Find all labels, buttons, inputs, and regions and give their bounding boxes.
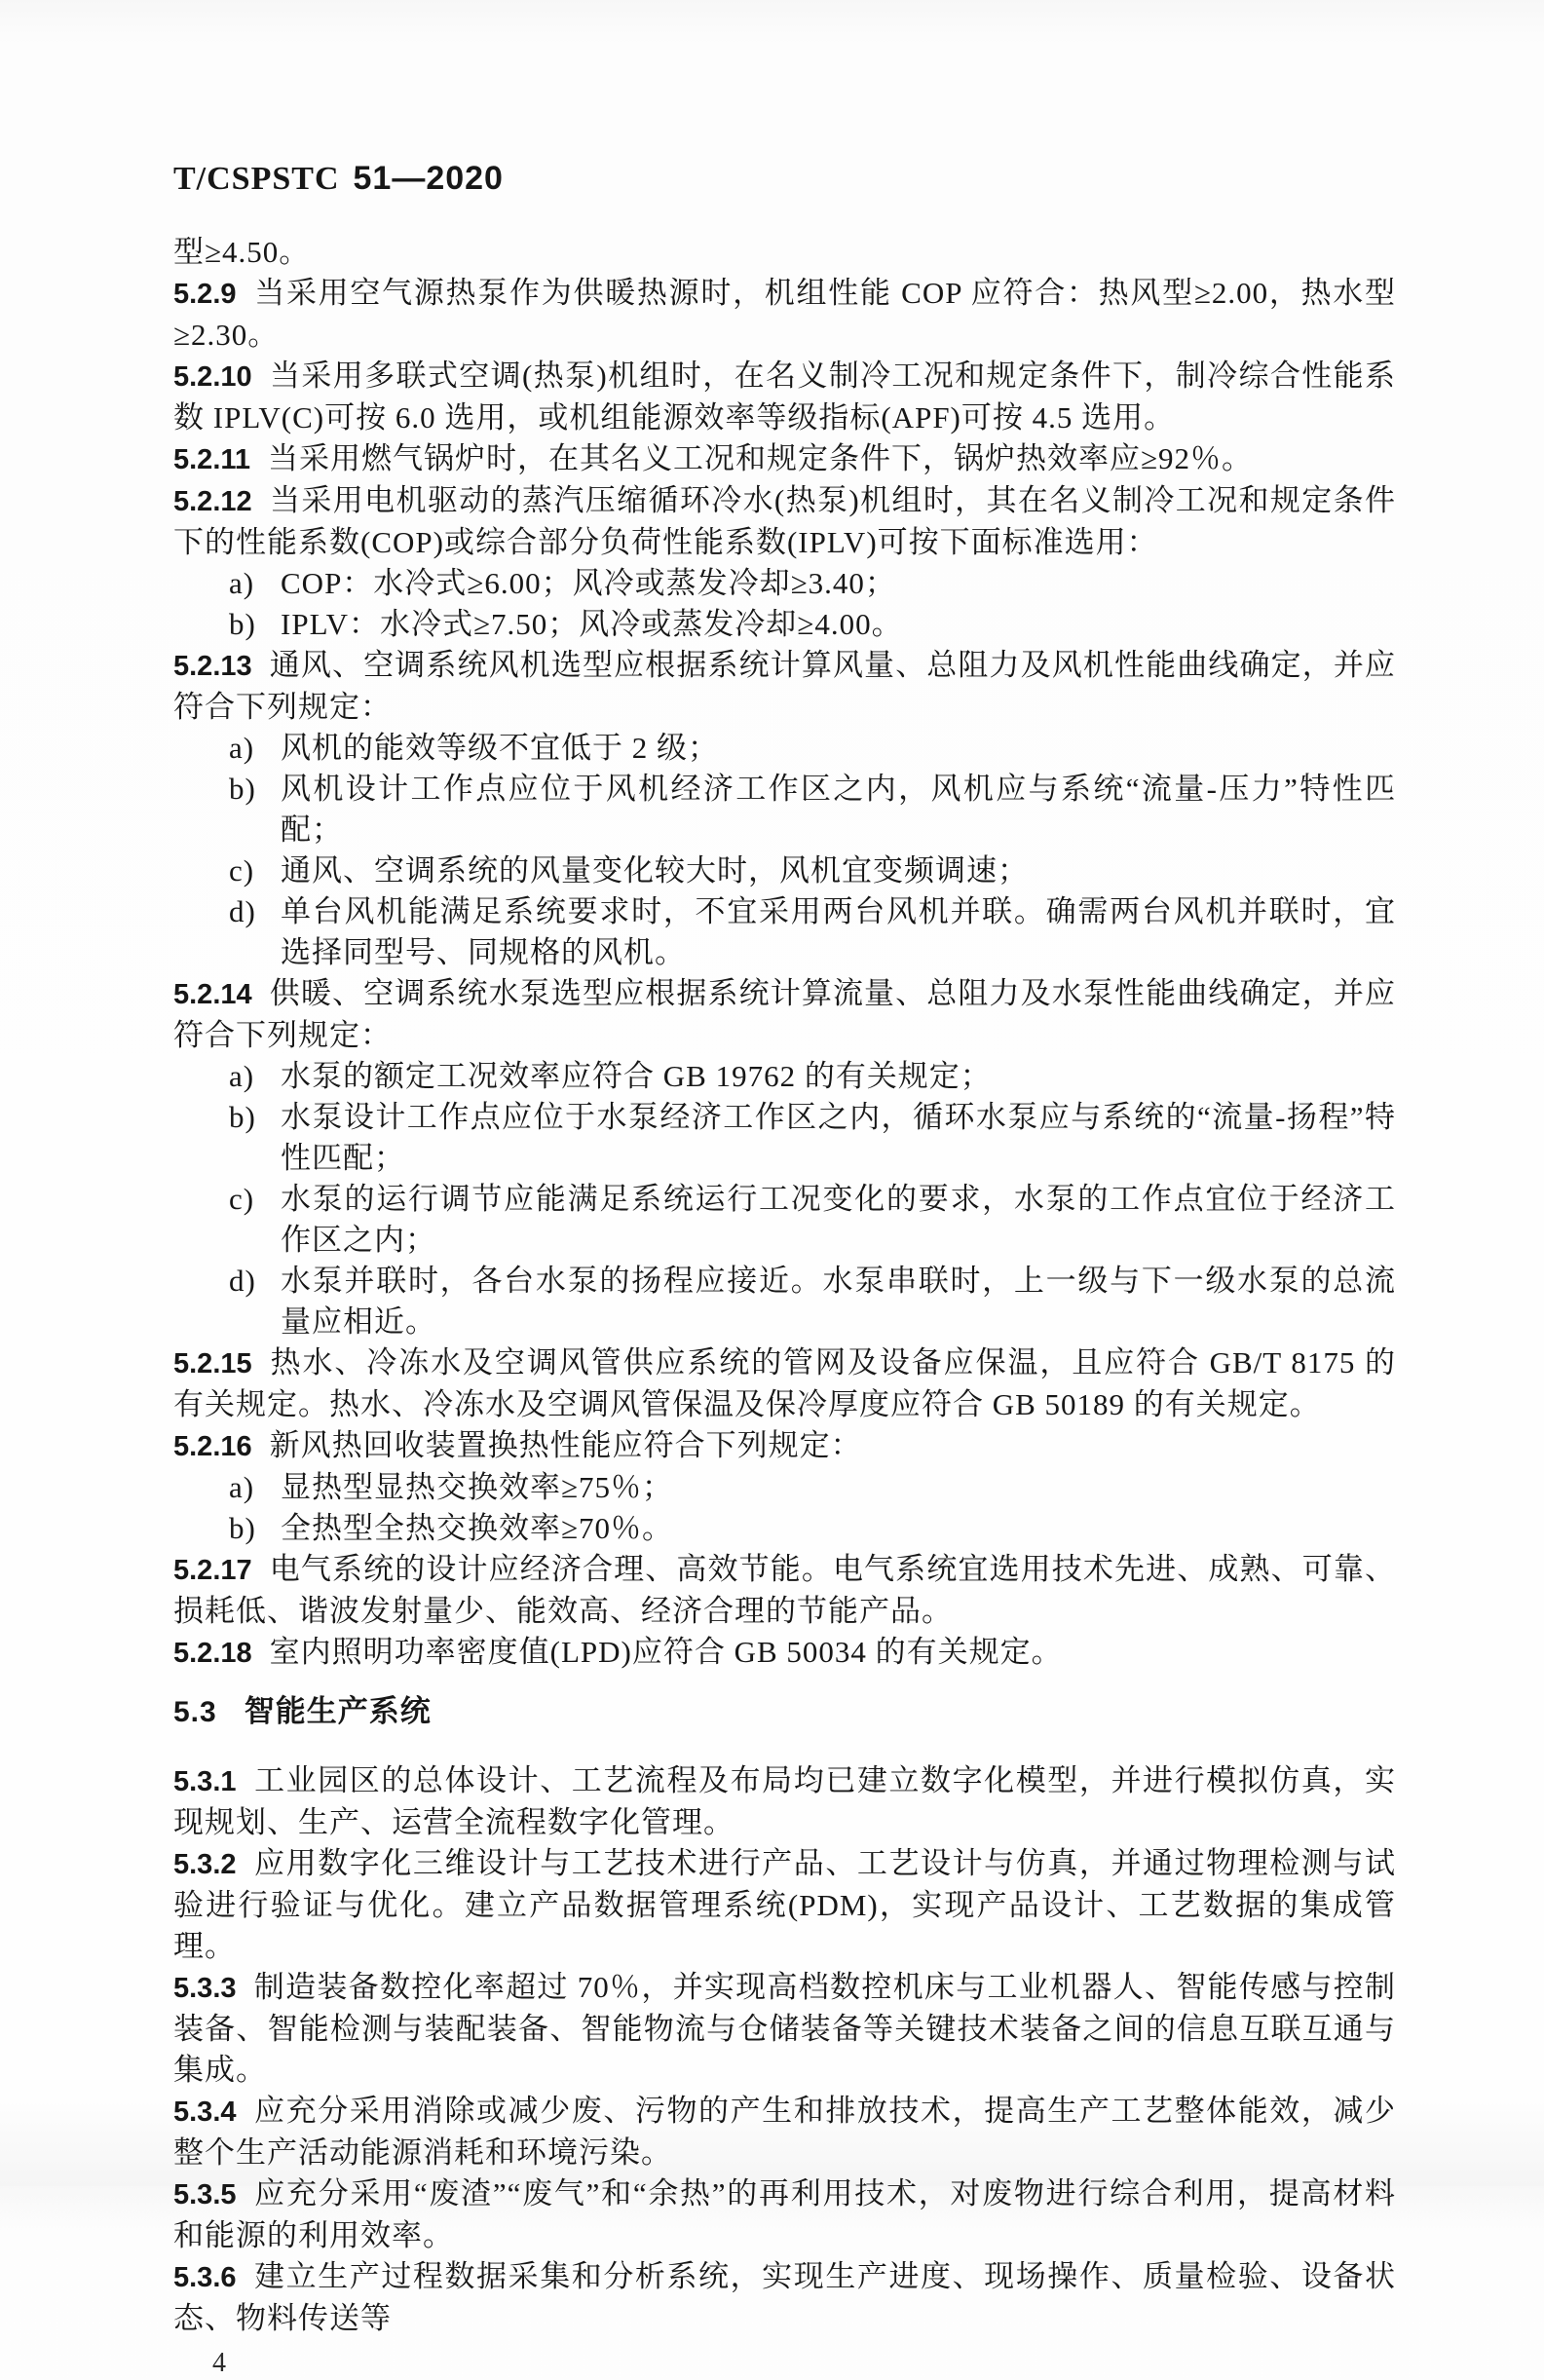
list-item-label: b) [229,1100,256,1134]
list-item-label: d) [229,1264,256,1298]
list-item-text: 风机设计工作点应位于风机经济工作区之内，风机应与系统“流量-压力”特性匹配； [281,772,1396,847]
list-item [173,1261,1396,1342]
list-item-label: c) [229,1182,255,1216]
clause-number: 5.2.18 [173,1638,252,1669]
list-item-label: a) [229,731,255,765]
clause-text: 新风热回收装置换热性能应符合下列规定： [269,1428,862,1462]
list-item-label: b) [229,607,256,641]
list-item-label: b) [229,772,256,806]
clause-paragraph [173,1760,1396,1843]
list-item [173,604,1396,645]
clause-number: 5.2.15 [173,1348,252,1379]
clause-number: 5.2.17 [173,1555,252,1586]
clause-number: 5.3.1 [173,1766,237,1797]
clause-text: 建立生产过程数据采集和分析系统，实现生产进度、现场操作、质量检验、设备状态、物料传送等 [173,2259,1396,2335]
clause-paragraph [173,973,1396,1056]
list-item [173,1179,1396,1261]
clause-number: 5.3.3 [173,1973,237,2004]
list-item [173,769,1396,850]
list-item [173,891,1396,973]
clause-text: 应充分采用消除或减少废、污物的产生和排放技术，提高生产工艺整体能效，减少整个生产活动能源消耗和环境污染。 [173,2094,1396,2170]
list-item-text: 显热型显热交换效率≥75％； [281,1470,674,1504]
clause-text: 应充分采用“废渣”“废气”和“余热”的再利用技术，对废物进行综合利用，提高材料和能源的利用效率。 [173,2176,1396,2252]
clause-text: 当采用多联式空调(热泵)机组时，在名义制冷工况和规定条件下，制冷综合性能系数 IPLV(C)可按 6.0 选用，或机组能源效率等级指标(APF)可按 4.5 选用。 [173,359,1396,434]
list-item-text: 单台风机能满足系统要求时，不宜采用两台风机并联。确需两台风机并联时，宜选择同型号、同规格的风机。 [281,894,1396,969]
list-item-label: a) [229,566,255,600]
list-item-text: 水泵的额定工况效率应符合 GB 19762 的有关规定； [281,1059,992,1093]
clause-paragraph [173,1425,1396,1467]
section-title: 智能生产系统 [244,1694,432,1728]
clause-text: 供暖、空调系统水泵选型应根据系统计算流量、总阻力及水泵性能曲线确定，并应符合下列规定： [173,976,1396,1052]
page-number: 4 [212,2348,226,2378]
clause-number: 5.2.10 [173,361,252,393]
clause-text: 工业园区的总体设计、工艺流程及布局均已建立数字化模型，并进行模拟仿真，实现规划、生产、运营全流程数字化管理。 [173,1763,1396,1839]
clause-number: 5.2.16 [173,1431,252,1462]
list-item-label: a) [229,1059,255,1093]
standard-code-header [173,159,1396,199]
continuation-paragraph [173,232,1396,273]
standard-number: 51—2020 [353,160,504,197]
list-item [173,1097,1396,1179]
clause-paragraph [173,1632,1396,1674]
clause-paragraph [173,645,1396,728]
paragraph-text: 型≥4.50。 [173,235,311,269]
list-item-text: COP：水冷式≥6.00；风冷或蒸发冷却≥3.40； [281,566,896,600]
clause-text: 当采用空气源热泵作为供暖热源时，机组性能 COP 应符合：热风型≥2.00，热水型≥2.30。 [173,276,1396,352]
list-item [173,1508,1396,1549]
list-item-text: 风机的能效等级不宜低于 2 级； [281,731,719,765]
clause-number: 5.3.4 [173,2097,237,2128]
list-item [173,850,1396,891]
list-item-text: 水泵并联时，各台水泵的扬程应接近。水泵串联时，上一级与下一级水泵的总流量应相近。 [281,1264,1396,1339]
clause-text: 制造装备数控化率超过 70％，并实现高档数控机床与工业机器人、智能传感与控制装备、智能检测与装配装备、智能物流与仓储装备等关键技术装备之间的信息互联互通与集成。 [173,1970,1396,2087]
clause-number: 5.2.14 [173,979,252,1010]
clause-paragraph [173,356,1396,438]
clause-paragraph [173,1549,1396,1632]
clause-paragraph [173,438,1396,480]
clause-text: 应用数字化三维设计与工艺技术进行产品、工艺设计与仿真，并通过物理检测与试验进行验证与优化。建立产品数据管理系统(PDM)，实现产品设计、工艺数据的集成管理。 [173,1846,1396,1963]
list-item [173,563,1396,604]
clause-text: 当采用电机驱动的蒸汽压缩循环冷水(热泵)机组时，其在名义制冷工况和规定条件下的性能系数(COP)或综合部分负荷性能系数(IPLV)可按下面标准选用： [173,483,1396,559]
list-item-text: 水泵的运行调节应能满足系统运行工况变化的要求，水泵的工作点宜位于经济工作区之内； [281,1182,1396,1257]
list-item-text: 水泵设计工作点应位于水泵经济工作区之内，循环水泵应与系统的“流量-扬程”特性匹配； [281,1100,1396,1175]
clause-text: 当采用燃气锅炉时，在其名义工况和规定条件下，锅炉热效率应≥92％。 [268,441,1254,475]
clause-number: 5.3.5 [173,2179,237,2210]
clause-paragraph [173,1843,1396,1967]
clause-paragraph [173,2173,1396,2256]
list-item-label: b) [229,1511,256,1545]
list-item-label: a) [229,1470,255,1504]
list-item [173,1467,1396,1508]
clause-text: 通风、空调系统风机选型应根据系统计算风量、总阻力及风机性能曲线确定，并应符合下列规定： [173,648,1396,724]
clause-number: 5.3.2 [173,1849,237,1880]
clause-paragraph [173,2091,1396,2173]
list-item [173,728,1396,769]
clause-number: 5.2.13 [173,651,252,682]
clause-number: 5.2.12 [173,486,252,517]
list-item-text: IPLV：水冷式≥7.50；风冷或蒸发冷却≥4.00。 [281,607,903,641]
section-number: 5.3 [173,1696,217,1728]
list-item [173,1056,1396,1097]
clause-paragraph [173,480,1396,563]
document-body [173,232,1396,2339]
clause-number: 5.2.11 [173,444,251,475]
clause-paragraph [173,1342,1396,1425]
clause-number: 5.2.9 [173,279,237,310]
section-heading [173,1691,1396,1733]
clause-text: 室内照明功率密度值(LPD)应符合 GB 50034 的有关规定。 [269,1635,1063,1669]
clause-paragraph [173,1967,1396,2091]
list-item-label: d) [229,894,256,928]
clause-text: 电气系统的设计应经济合理、高效节能。电气系统宜选用技术先进、成熟、可靠、损耗低、谐波发射量少、能效高、经济合理的节能产品。 [173,1552,1396,1628]
list-item-label: c) [229,853,255,888]
clause-number: 5.3.6 [173,2262,237,2293]
list-item-text: 全热型全热交换效率≥70％。 [281,1511,674,1545]
standard-code: T/CSPSTC [173,161,340,197]
clause-paragraph [173,273,1396,356]
list-item-text: 通风、空调系统的风量变化较大时，风机宜变频调速； [281,853,1029,888]
clause-text: 热水、冷冻水及空调风管供应系统的管网及设备应保温，且应符合 GB/T 8175 的有关规定。热水、冷冻水及空调风管保温及保冷厚度应符合 GB 50189 的有关规定。 [173,1345,1396,1421]
clause-paragraph [173,2256,1396,2339]
